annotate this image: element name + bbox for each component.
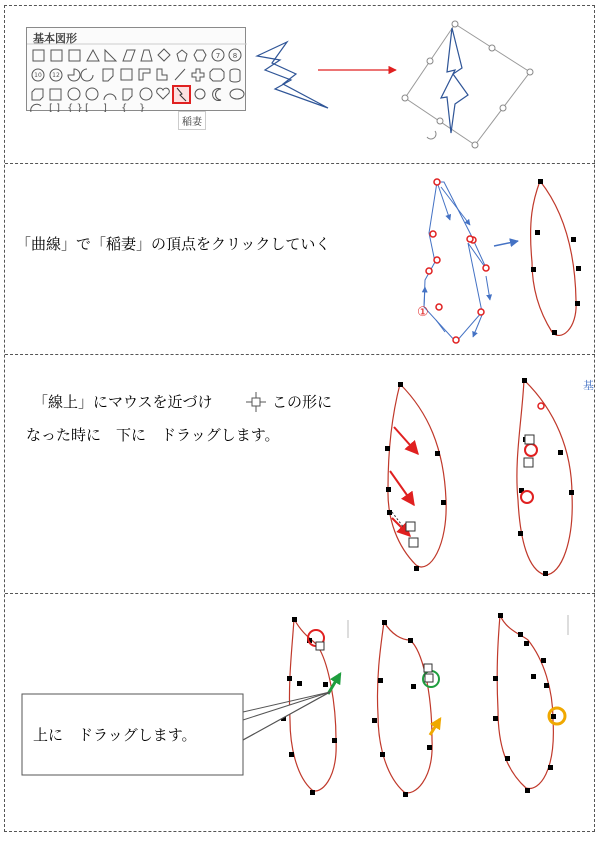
- up-drag-curve-2: [377, 622, 432, 793]
- lightning-tooltip: 稲妻: [178, 111, 206, 130]
- dodecagon-label: 12: [52, 72, 60, 79]
- step3-instruction-line2: なった時に 下に ドラッグします。: [26, 426, 280, 444]
- up-drag-3-vertices: [493, 613, 556, 793]
- curve-vertices: [531, 179, 581, 335]
- crosshair-cursor-icon: [246, 392, 266, 412]
- curve-result: [531, 181, 577, 335]
- right-brace-icon: }: [139, 103, 146, 112]
- decagon-label: 10: [34, 72, 42, 79]
- step3-instruction-part1: 「線上」にマウスを近づけ: [33, 393, 213, 411]
- step3-instruction-part2: この形に: [272, 393, 333, 411]
- brace-pair-icon: { }: [67, 103, 83, 112]
- result-arrow: [494, 241, 518, 246]
- side-glyph: 基: [583, 379, 594, 392]
- right-bracket-icon: ]: [103, 103, 107, 112]
- palette-title: 基本図形: [33, 32, 77, 45]
- drag-curve-right: [517, 380, 572, 575]
- drag-right-vertices: [518, 378, 574, 576]
- bracket-pair-icon: [ ]: [49, 103, 60, 112]
- rotated-lightning-selection: [402, 21, 533, 148]
- step2-instruction: 「曲線」で「稲妻」の頂点をクリックしていく: [16, 235, 331, 253]
- lightning-shape-outline: [257, 42, 328, 108]
- left-bracket-icon: [: [85, 103, 89, 112]
- heptagon-label: 7: [215, 52, 221, 60]
- start-marker: ①: [417, 305, 429, 320]
- octagon-label: 8: [232, 52, 238, 60]
- drag-down-arrows: [390, 427, 418, 536]
- step4-callout-text: 上に ドラッグします。: [33, 726, 197, 744]
- left-brace-icon: {: [121, 103, 128, 112]
- vertex-points: [426, 179, 489, 343]
